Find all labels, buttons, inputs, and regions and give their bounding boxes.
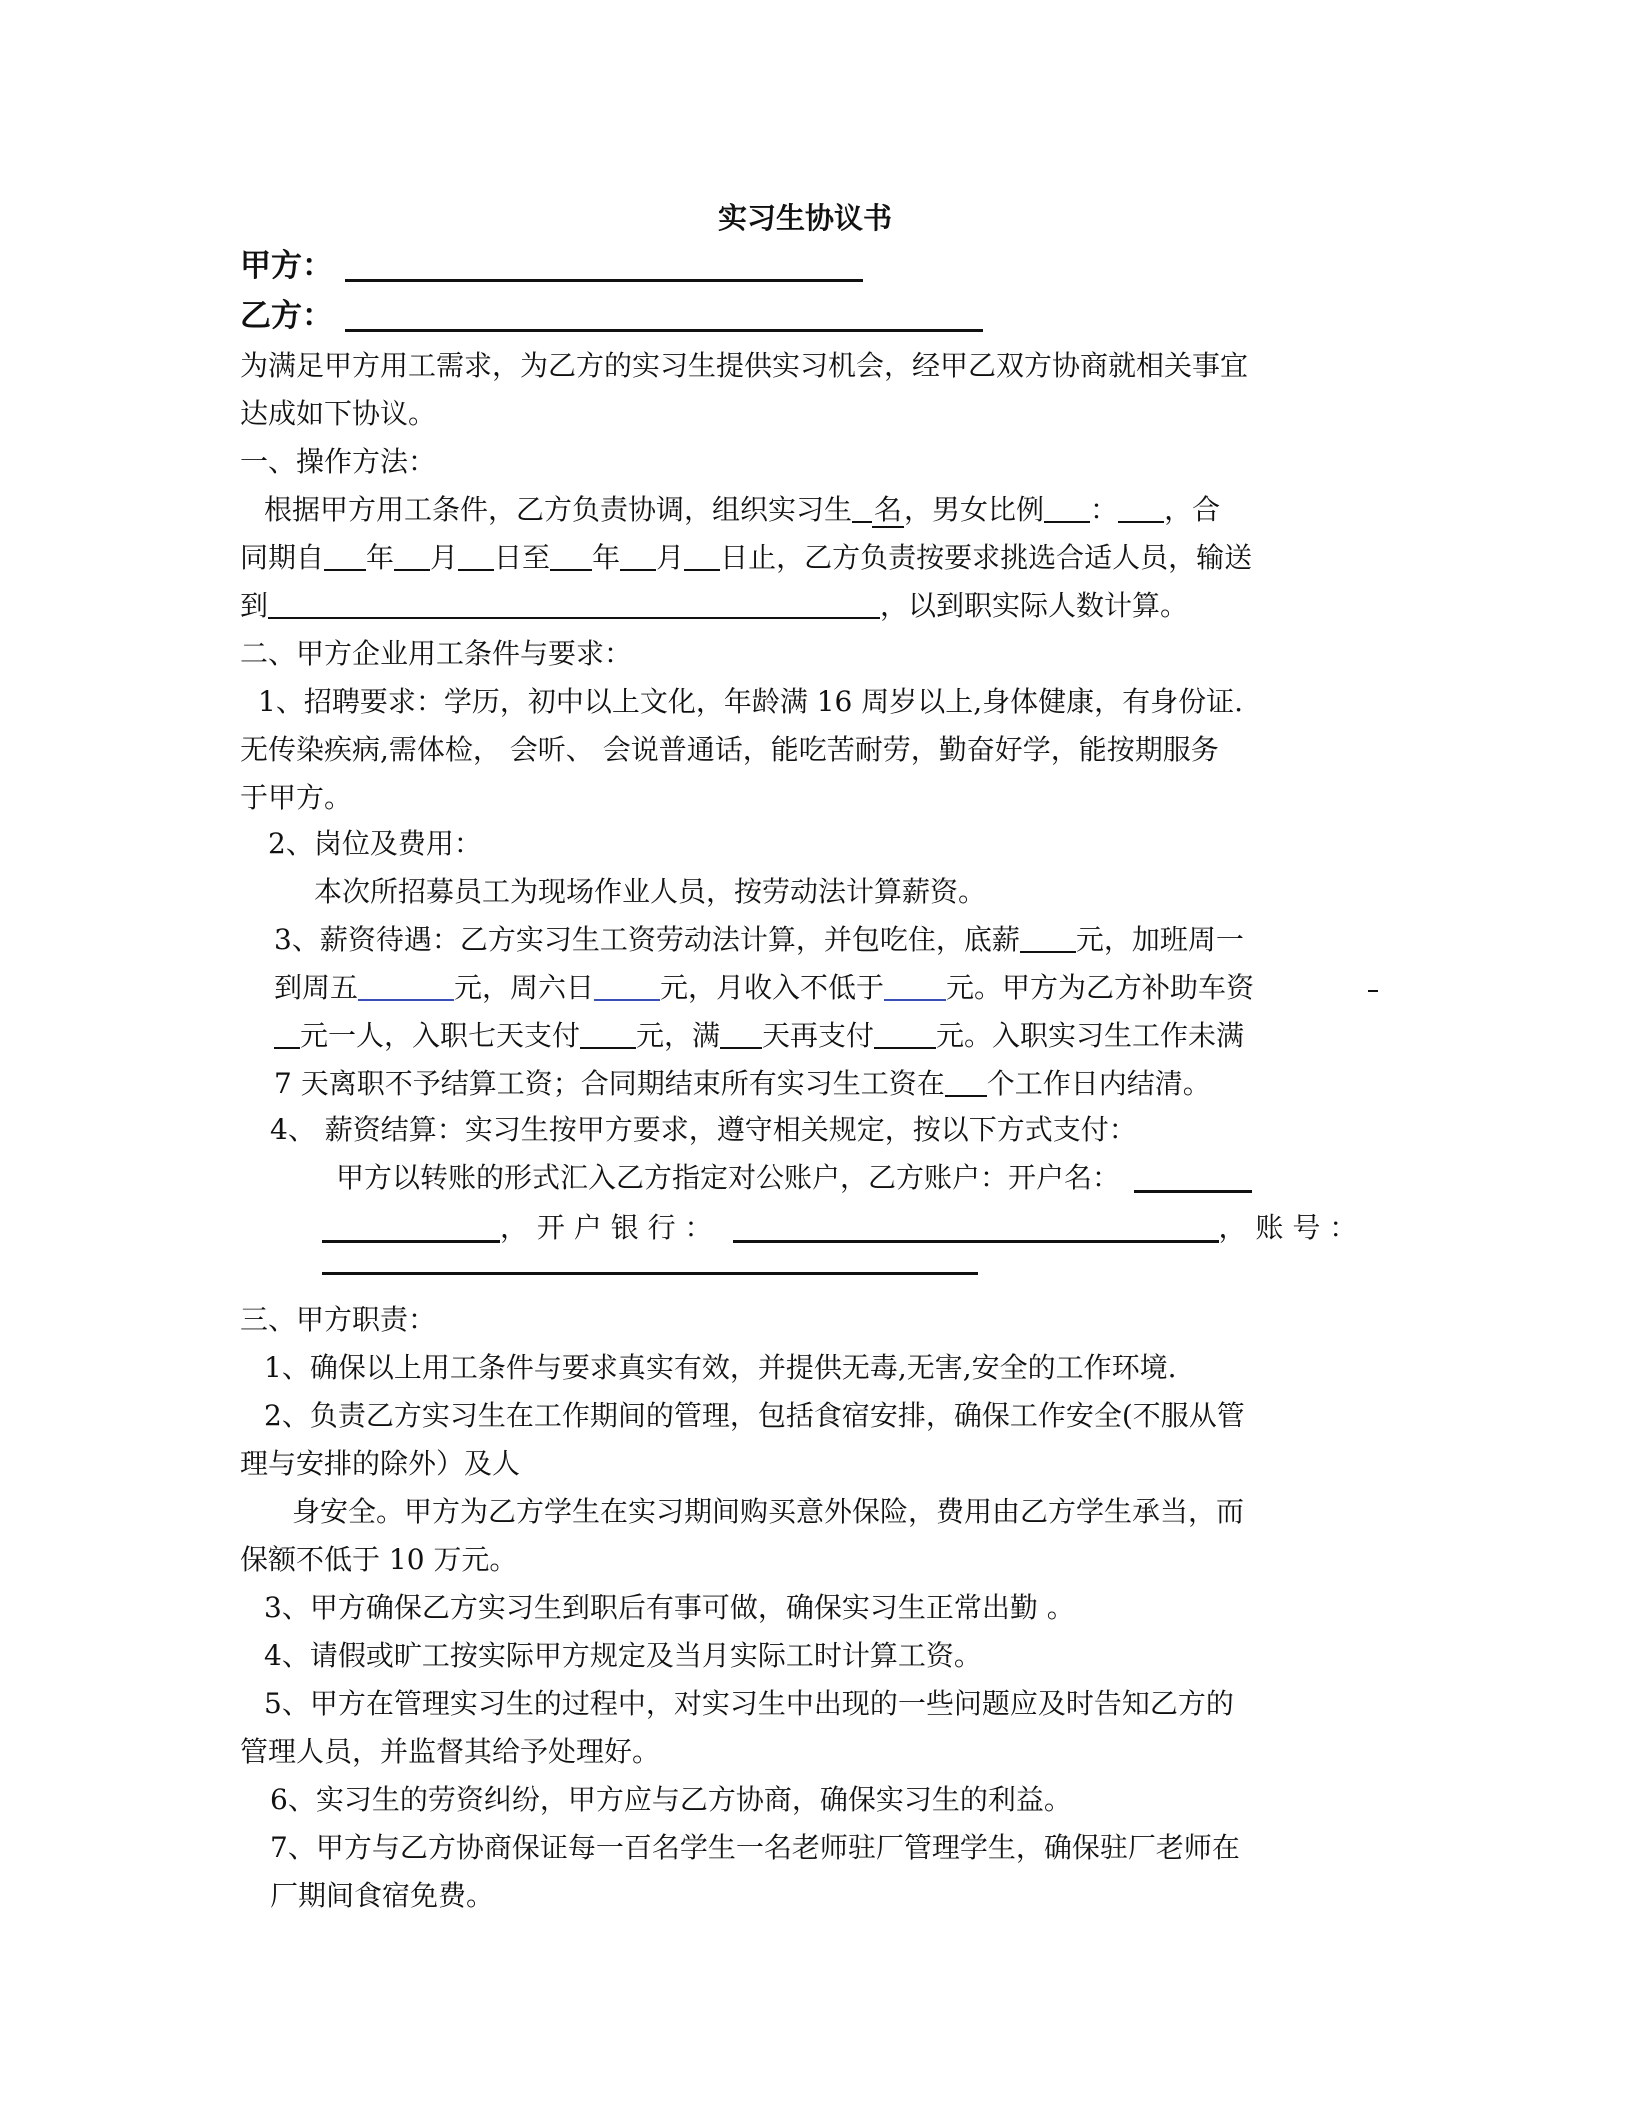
end-month-blank[interactable] [620,539,656,571]
intro-line-1: 为满足甲方用工需求，为乙方的实习生提供实习机会，经甲乙双方协商就相关事宜 [240,349,1249,382]
settle-days-blank[interactable] [945,1065,987,1097]
count-blank-name[interactable]: 名 [874,493,903,526]
s2-req-line-1: 1、招聘要求：学历，初中以上文化，年龄满 16 周岁以上,身体健康，有身份证. [258,685,1244,718]
s2-salary-line-2: 到周五 元，周六日 元，月收入不低于 元。甲方为乙方补助车资 [274,971,1255,1004]
s3-duty-6: 6、实习生的劳资纠纷，甲方应与乙方协商，确保实习生的利益。 [270,1783,1072,1816]
s2-salary-line-1: 3、薪资待遇：乙方实习生工资劳动法计算，并包吃住，底薪 元，加班周一 [274,923,1244,956]
s2-settlement-heading: 4、 薪资结算：实习生按甲方要求，遵守相关规定，按以下方式支付： [270,1113,1137,1146]
seven-day-pay-blank[interactable] [580,1017,636,1049]
s3-duty-5-line-1: 5、甲方在管理实习生的过程中，对实习生中出现的一些问题应及时告知乙方的 [264,1687,1234,1720]
page-title: 实习生协议书 [718,201,893,235]
s3-duty-2-line-3: 身安全。甲方为乙方学生在实习期间购买意外保险，费用由乙方学生承当，而 [292,1495,1245,1528]
blank[interactable] [852,491,872,523]
ratio-female-blank[interactable] [1118,491,1164,523]
s3-duty-7-line-2: 厂期间食宿免费。 [270,1879,495,1912]
party-b-label: 乙方： [240,298,333,334]
s3-duty-7-line-1: 7、甲方与乙方协商保证每一百名学生一名老师驻厂管理学生，确保驻厂老师在 [270,1831,1240,1864]
party-a-label: 甲方： [240,248,333,284]
second-pay-blank[interactable] [874,1017,936,1049]
s2-post-heading: 2、岗位及费用： [268,827,482,860]
s3-duty-4: 4、请假或旷工按实际甲方规定及当月实际工时计算工资。 [264,1639,982,1672]
s2-settlement-line-2: ， 开 户 银 行 ： ， 账 号 ： [322,1204,1462,1252]
s2-salary-line-3: 元一人，入职七天支付 元，满 天再支付 元。入职实习生工作未满 [274,1012,1414,1060]
s3-duty-1: 1、确保以上用工条件与要求真实有效，并提供无毒,无害,安全的工作环境. [264,1351,1177,1384]
s1-line-1: 根据甲方用工条件，乙方负责协调，组织实习生 名，男女比例 ： ，合 [264,493,1221,526]
s3-duty-3: 3、甲方确保乙方实习生到职后有事可做，确保实习生正常出勤 。 [264,1591,1075,1624]
party-b-line [240,292,1380,340]
ratio-male-blank[interactable] [1044,491,1090,523]
party-a-blank[interactable] [345,249,863,282]
section-1-heading: 一、操作方法： [240,445,437,478]
s2-req-line-3: 于甲方。 [240,781,353,814]
party-b-blank[interactable] [345,299,983,332]
s2-settlement-line-1: 甲方以转账的形式汇入乙方指定对公账户，乙方账户：开户名： [336,1154,1476,1202]
s2-req-line-2: 无传染疾病,需体检， 会听、 会说普通话，能吃苦耐劳，勤奋好学，能按期服务 [240,733,1219,766]
s3-duty-5-line-2: 管理人员，并监督其给予处理好。 [240,1735,661,1768]
bank-blank[interactable] [733,1210,1219,1243]
s2-post-text: 本次所招募员工为现场作业人员，按劳动法计算薪资。 [314,875,987,908]
section-3-heading: 三、甲方职责： [240,1303,437,1336]
account-name-blank-cont[interactable] [322,1210,500,1243]
start-day-blank[interactable] [458,539,494,571]
monthly-income-blank[interactable] [884,969,946,1001]
s2-salary-line-4: 7 天离职不予结算工资；合同期结束所有实习生工资在 个工作日内结清。 [274,1067,1211,1100]
account-number-blank[interactable] [322,1272,978,1275]
party-a-line [240,242,1380,290]
start-year-blank[interactable] [324,539,366,571]
end-year-blank[interactable] [550,539,592,571]
base-salary-blank[interactable] [1020,921,1076,953]
intro-line-2: 达成如下协议。 [240,397,437,430]
s1-line-3: 到 ，以到职实际人数计算。 [240,589,1189,622]
weekday-overtime-blank[interactable] [358,969,454,1001]
s1-line-2: 同期自 年 月 日至 年 月 日止，乙方负责按要求挑选合适人员，输送 [240,541,1253,574]
section-2-heading: 二、甲方企业用工条件与要求： [240,637,633,670]
account-name-blank[interactable] [1134,1160,1252,1193]
weekend-overtime-blank[interactable] [594,969,660,1001]
s3-duty-2-line-1: 2、负责乙方实习生在工作期间的管理，包括食宿安排，确保工作安全(不服从管 [264,1399,1245,1432]
start-month-blank[interactable] [394,539,430,571]
days-blank[interactable] [720,1017,762,1049]
s3-duty-2-line-4: 保额不低于 10 万元。 [240,1543,518,1576]
fare-blank[interactable] [274,1017,300,1049]
fare-blank-start[interactable] [1368,990,1378,992]
end-day-blank[interactable] [684,539,720,571]
s3-duty-2-line-2: 理与安排的除外）及人 [240,1447,521,1480]
deliver-to-blank[interactable] [268,587,880,619]
